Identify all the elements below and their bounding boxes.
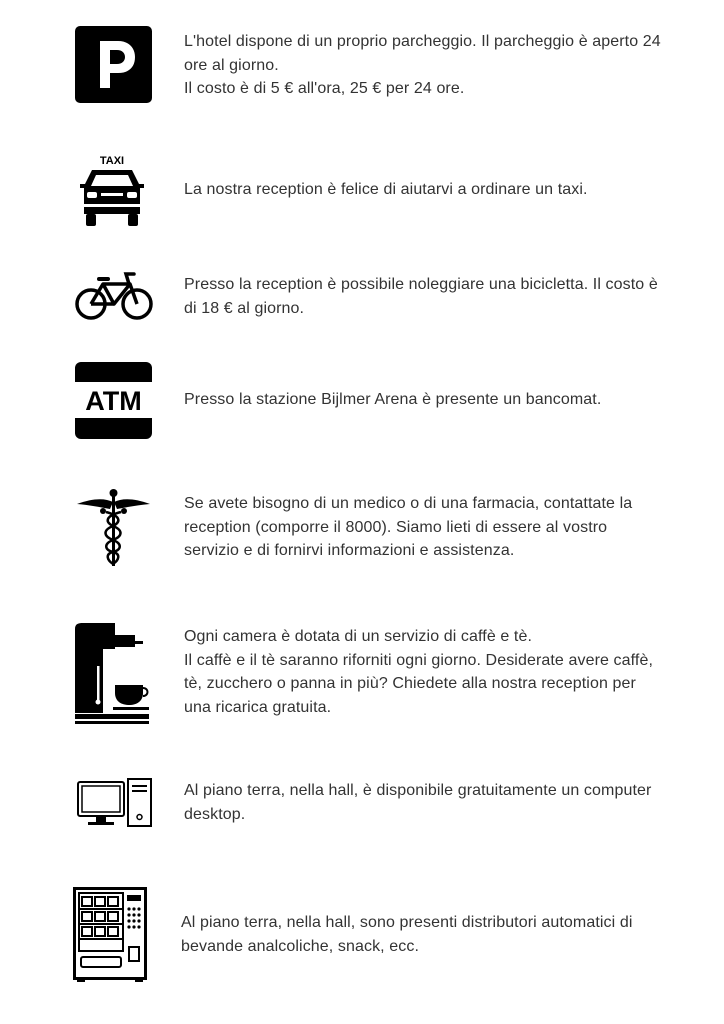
computer-description [184, 779, 664, 826]
parking-description [184, 30, 664, 101]
bicycle-icon [74, 270, 154, 322]
taxi-sign-label: TAXI [99, 155, 125, 167]
caduceus-icon [75, 488, 152, 568]
atm-label: ATM [85, 386, 142, 416]
parking-icon [75, 26, 152, 103]
taxi-description [184, 178, 664, 202]
text-line: L'hotel dispone di un proprio parcheggio. Il parcheggio è aperto 24 ore al giorno. [184, 33, 661, 74]
vending-machine-icon [73, 887, 147, 983]
text-line: Presso la stazione Bijlmer Arena è presente un bancomat. [184, 391, 602, 408]
text-line: Ogni camera è dotata di un servizio di caffè e tè. [184, 628, 533, 645]
coffee-description [184, 625, 664, 719]
atm-description [184, 388, 664, 412]
vending-description [181, 911, 661, 958]
text-line: Al piano terra, nella hall, sono presenti distributori automatici di bevande analcoliche, snack, ecc. [181, 914, 633, 955]
text-line: Se avete bisogno di un medico o di una farmacia, contattate la reception (comporre il 8000). Siamo lieti di essere al vostro servizio e di fornirvi informazioni e assistenza. [184, 495, 633, 559]
text-line: Il caffè e il tè saranno riforniti ogni giorno. Desiderate avere caffè, tè, zucchero o panna in più? Chiedete alla nostra reception per una ricarica gratuita. [184, 651, 653, 716]
atm-icon [75, 362, 152, 439]
text-line: Al piano terra, nella hall, è disponibile gratuitamente un computer desktop. [184, 782, 652, 823]
bicycle-description [184, 273, 664, 320]
text-line: Presso la reception è possibile noleggiare una bicicletta. Il costo è di 18 € al giorno. [184, 276, 658, 317]
coffee-machine-icon [75, 621, 155, 725]
text-line: Il costo è di 5 € all'ora, 25 € per 24 ore. [184, 80, 465, 97]
taxi-icon [78, 154, 146, 228]
desktop-computer-icon [76, 777, 154, 829]
text-line: La nostra reception è felice di aiutarvi a ordinare un taxi. [184, 181, 588, 198]
medical-description [184, 492, 664, 563]
